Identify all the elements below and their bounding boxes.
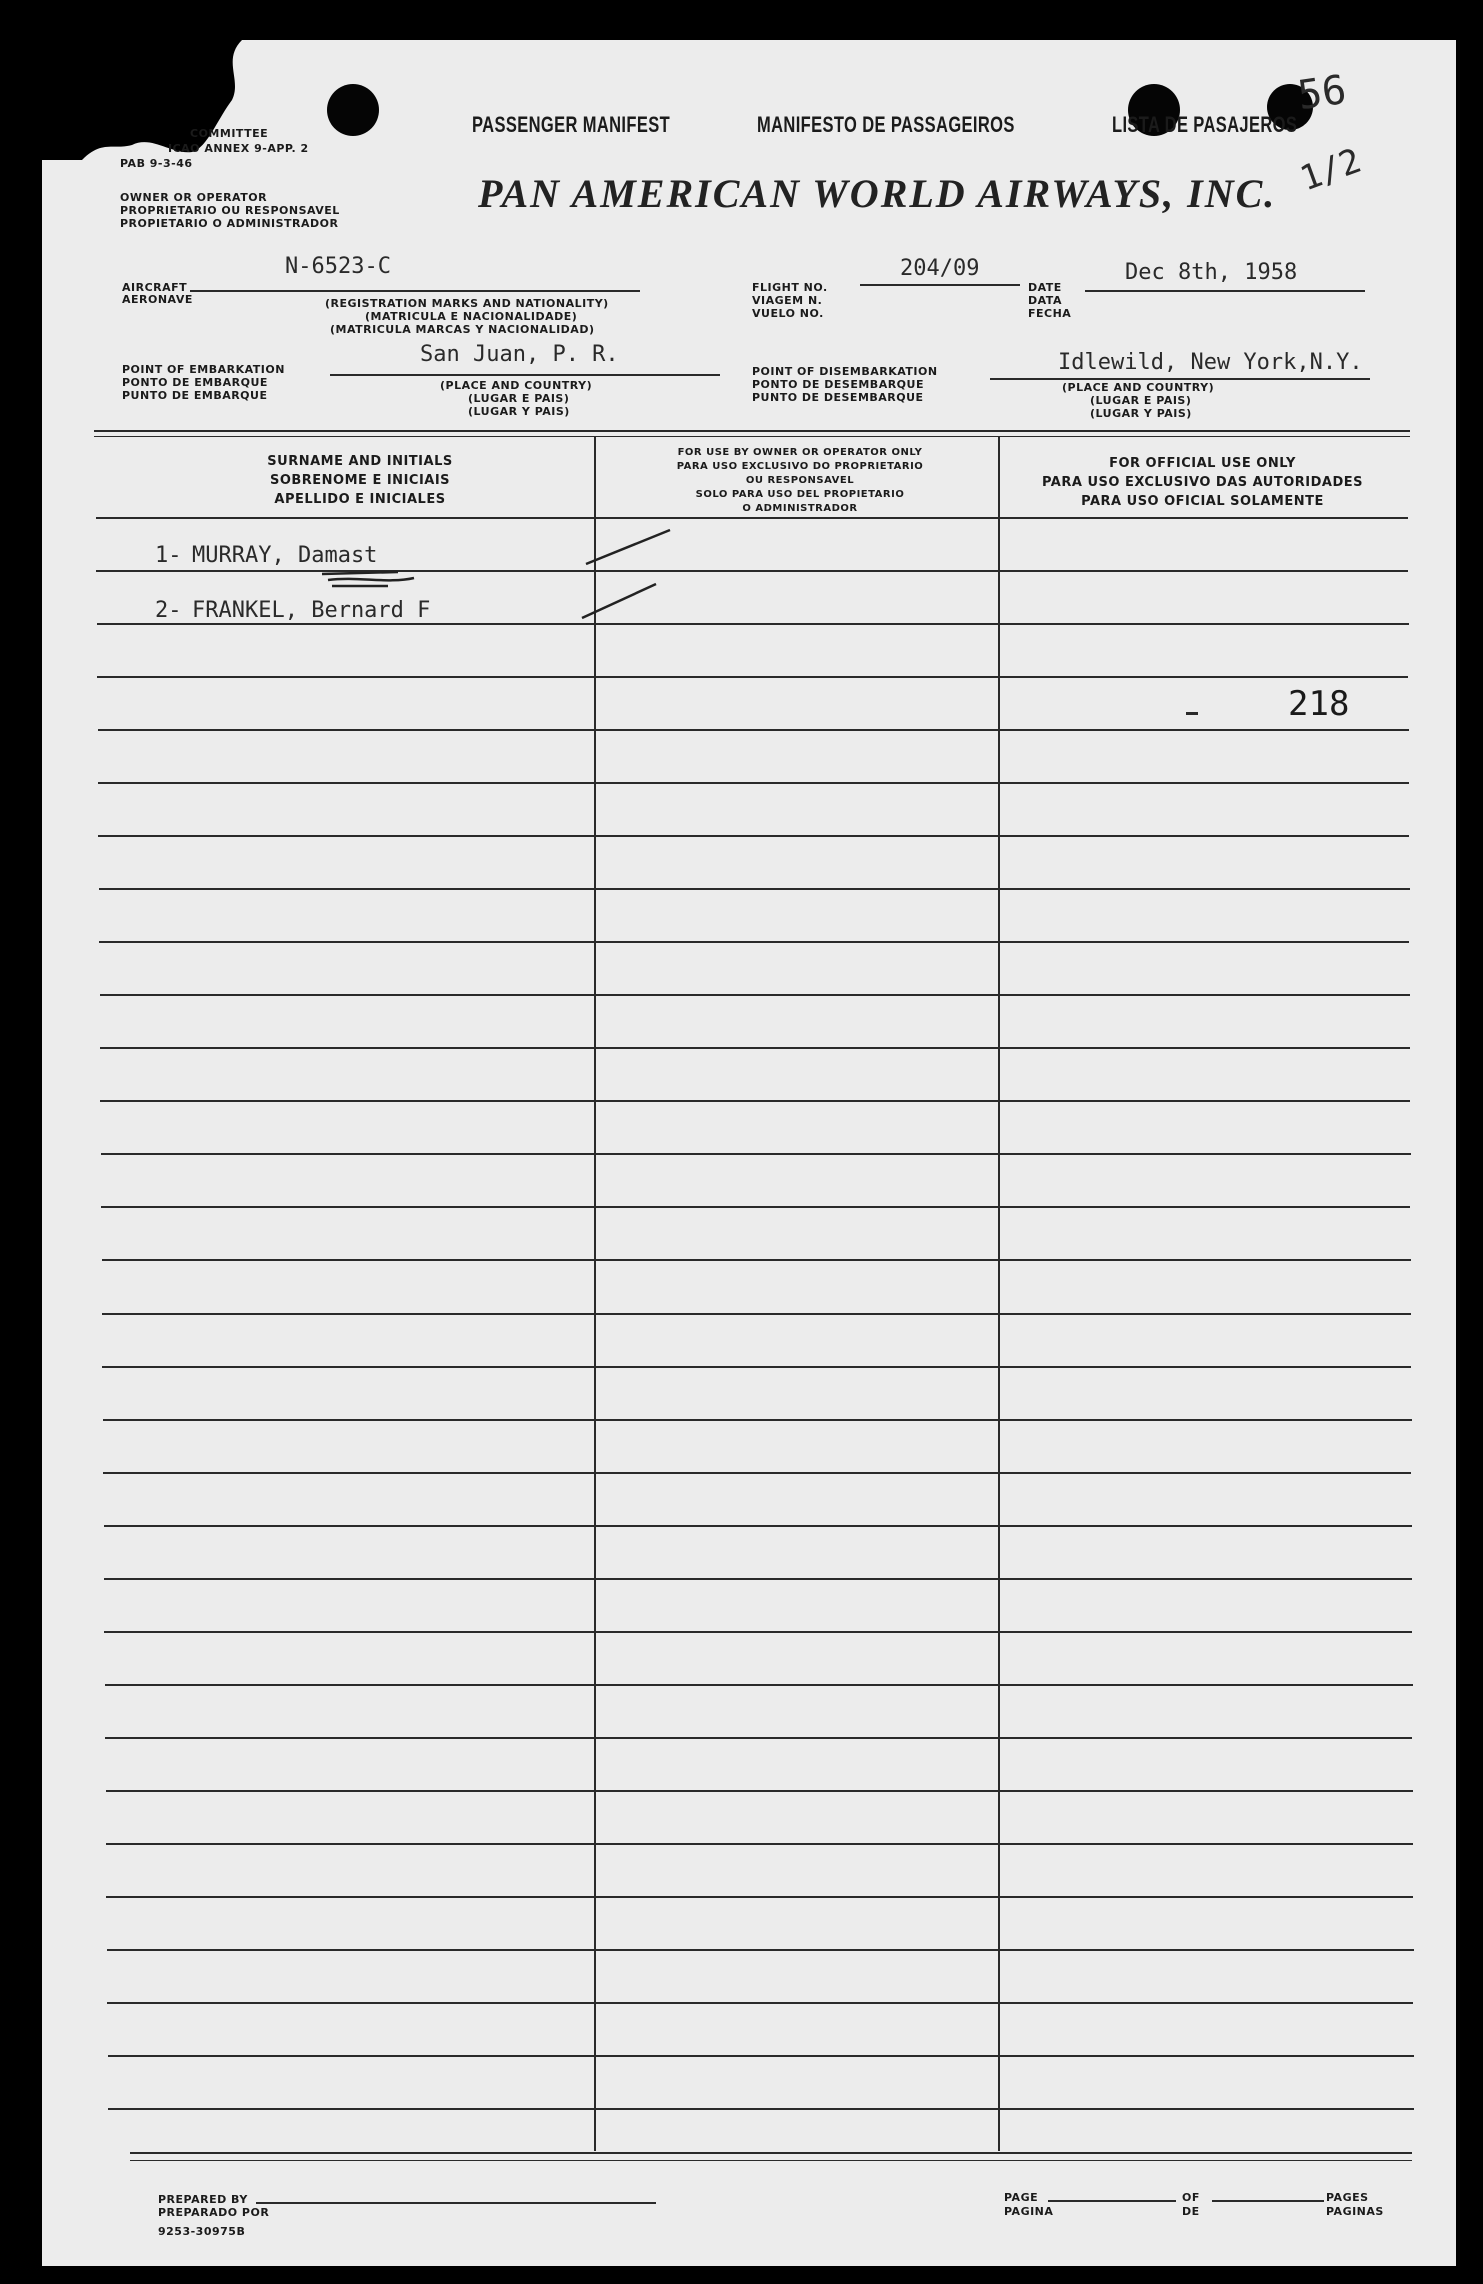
table-row-line [102, 1313, 1411, 1315]
of-label-pt: DE [1182, 2205, 1200, 2218]
flight-label-es: VUELO NO. [752, 307, 824, 320]
table-row-line [103, 1419, 1412, 1421]
committee-ref: COMMITTEE [190, 127, 269, 140]
owner-label-en: OWNER OR OPERATOR [120, 191, 268, 204]
table-row-line [100, 994, 1410, 996]
column-divider-1 [594, 437, 596, 2151]
table-row-line [98, 729, 1409, 731]
aircraft-registration-value: N-6523-C [285, 254, 391, 279]
title-english: PASSENGER MANIFEST [472, 112, 671, 137]
table-row-line [104, 1631, 1412, 1633]
registration-label-pt: (MATRICULA E NACIONALIDADE) [365, 310, 578, 323]
col-header-official [1000, 454, 1405, 511]
aircraft-underline [190, 290, 640, 292]
passenger-2-name: FRANKEL, Bernard F [192, 598, 431, 623]
col-header-official-pt: PARA USO EXCLUSIVO DAS AUTORIDADES [1041, 475, 1364, 490]
passenger-1-name: MURRAY, Damast [192, 543, 378, 568]
table-row-line [107, 2002, 1413, 2004]
of-underline [1212, 2200, 1324, 2202]
disembark-place-es: (LUGAR Y PAIS) [1090, 407, 1192, 420]
registration-label-en: (REGISTRATION MARKS AND NATIONALITY) [325, 297, 609, 310]
col-header-operator-es2: O ADMINISTRADOR [742, 503, 858, 514]
table-row-line [98, 835, 1409, 837]
passenger-2-number: 2- [155, 598, 182, 623]
aircraft-label-pt: AERONAVE [122, 293, 193, 306]
table-row-line [105, 1737, 1412, 1739]
passenger-1-name-underline [318, 570, 418, 590]
pages-label-pt: PAGINAS [1326, 2205, 1384, 2218]
col-header-official-en: FOR OFFICIAL USE ONLY [1109, 456, 1296, 471]
pages-label-en: PAGES [1326, 2191, 1369, 2204]
col-header-surname-pt: SOBRENOME E INICIAIS [269, 473, 451, 488]
passenger-1-check-icon [584, 528, 674, 568]
table-top-rule-2 [94, 436, 1410, 437]
page-label-pt: PAGINA [1004, 2205, 1054, 2218]
handwritten-corner-number: 56 [1295, 66, 1350, 120]
flight-label-en: FLIGHT NO. [752, 281, 828, 294]
table-top-rule-1 [94, 430, 1410, 432]
stamp-dash [1186, 712, 1198, 715]
table-row-line [96, 570, 1408, 572]
embark-underline [330, 374, 720, 376]
date-label-en: DATE [1028, 281, 1062, 294]
disembark-place-en: (PLACE AND COUNTRY) [1062, 381, 1215, 394]
owner-label-pt: PROPRIETARIO OU RESPONSAVEL [120, 204, 340, 217]
flight-label-pt: VIAGEM N. [752, 294, 823, 307]
table-row-line [108, 2108, 1414, 2110]
embark-label-pt: PONTO DE EMBARQUE [122, 376, 268, 389]
col-header-operator [600, 446, 1000, 516]
col-header-surname-es: APELLIDO E INICIALES [274, 492, 446, 507]
owner-label-es: PROPIETARIO O ADMINISTRADOR [120, 217, 339, 230]
table-row-line [108, 2055, 1414, 2057]
table-row-line [104, 1525, 1412, 1527]
table-row-line [99, 941, 1409, 943]
table-bottom-rule-2 [130, 2160, 1412, 2161]
page-label-en: PAGE [1004, 2191, 1039, 2204]
prepared-by-underline [256, 2202, 656, 2204]
date-value: Dec 8th, 1958 [1125, 260, 1298, 285]
stamp-number: 218 [1288, 684, 1350, 724]
disembarkation-value: Idlewild, New York,N.Y. [1058, 350, 1363, 375]
col-header-surname-en: SURNAME AND INITIALS [267, 454, 453, 469]
col-header-operator-en: FOR USE BY OWNER OR OPERATOR ONLY [677, 447, 923, 458]
prepared-by-label-en: PREPARED BY [158, 2193, 248, 2206]
col-header-surname [150, 452, 570, 509]
date-underline [1085, 290, 1365, 292]
table-row-line [102, 1366, 1411, 1368]
date-label-pt: DATA [1028, 294, 1062, 307]
punch-hole-left [327, 84, 379, 136]
table-bottom-rule-1 [130, 2152, 1412, 2154]
icao-ref: ICAO ANNEX 9-APP. 2 [168, 142, 309, 155]
table-row-line [106, 1843, 1413, 1845]
embark-label-en: POINT OF EMBARKATION [122, 363, 285, 376]
embark-place-es: (LUGAR Y PAIS) [468, 405, 570, 418]
table-row-line [101, 1206, 1410, 1208]
table-row-line [101, 1153, 1411, 1155]
table-row-line [99, 888, 1410, 890]
embark-place-en: (PLACE AND COUNTRY) [440, 379, 593, 392]
table-row-line [107, 1949, 1414, 1951]
table-row-line [100, 1047, 1410, 1049]
passenger-1-number: 1- [155, 543, 182, 568]
registration-label-es: (MATRICULA MARCAS Y NACIONALIDAD) [330, 323, 595, 336]
airline-name: PAN AMERICAN WORLD AIRWAYS, INC. [478, 171, 1277, 216]
title-spanish: LISTA DE PASAJEROS [1112, 112, 1298, 137]
disembark-label-pt: PONTO DE DESEMBARQUE [752, 378, 924, 391]
table-row-line [104, 1578, 1412, 1580]
title-portuguese: MANIFESTO DE PASSAGEIROS [757, 112, 1015, 137]
passenger-2-check-icon [580, 580, 660, 620]
table-row-line [105, 1684, 1413, 1686]
disembark-underline [990, 378, 1370, 380]
aircraft-label-en: AIRCRAFT [122, 281, 188, 294]
embark-label-es: PUNTO DE EMBARQUE [122, 389, 268, 402]
pab-ref: PAB 9-3-46 [120, 157, 193, 170]
form-number: 9253-30975B [158, 2225, 246, 2238]
table-row-line [100, 1100, 1410, 1102]
table-row-line [98, 782, 1409, 784]
col-header-operator-pt: PARA USO EXCLUSIVO DO PROPRIETARIO [676, 461, 924, 472]
date-label-es: FECHA [1028, 307, 1072, 320]
col-header-official-es: PARA USO OFICIAL SOLAMENTE [1081, 494, 1324, 509]
of-label-en: OF [1182, 2191, 1200, 2204]
disembark-label-en: POINT OF DISEMBARKATION [752, 365, 938, 378]
handwritten-corner-fraction: 1/2 [1295, 140, 1367, 200]
embarkation-value: San Juan, P. R. [420, 342, 619, 367]
table-row-line [97, 676, 1408, 678]
table-row-line [96, 517, 1408, 519]
flight-number-value: 204/09 [900, 256, 980, 281]
column-divider-2 [998, 437, 1000, 2151]
table-row-line [97, 623, 1409, 625]
table-row-line [102, 1259, 1411, 1261]
embark-place-pt: (LUGAR E PAIS) [468, 392, 570, 405]
table-row-line [106, 1896, 1413, 1898]
col-header-operator-es: SOLO PARA USO DEL PROPIETARIO [695, 489, 905, 500]
prepared-by-label-pt: PREPARADO POR [158, 2206, 270, 2219]
disembark-label-es: PUNTO DE DESEMBARQUE [752, 391, 924, 404]
table-row-line [106, 1790, 1413, 1792]
page-underline [1048, 2200, 1176, 2202]
col-header-operator-pt2: OU RESPONSAVEL [745, 475, 855, 486]
disembark-place-pt: (LUGAR E PAIS) [1090, 394, 1192, 407]
flight-underline [860, 284, 1020, 286]
table-row-line [103, 1472, 1411, 1474]
